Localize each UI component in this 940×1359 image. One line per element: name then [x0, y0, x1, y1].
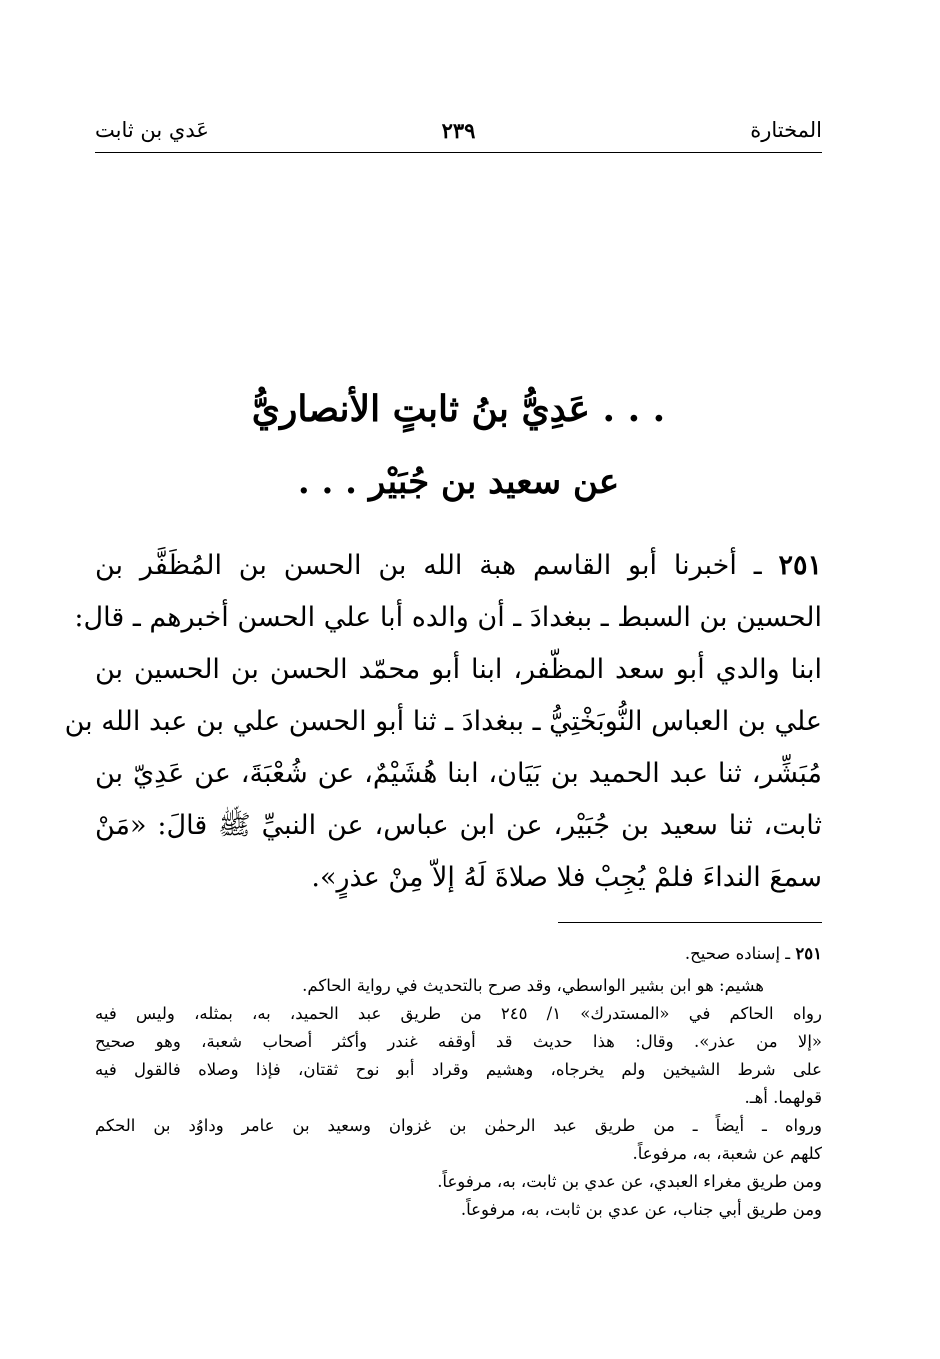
- hadith-line: ثابت، ثنا سعيد بن جُبَيْر، عن ابن عباس، عن النبيِّ ﷺ قالَ: «مَنْ: [95, 810, 822, 841]
- chapter-title: . . . عَدِيُّ بنُ ثابتٍ الأنصاريُّ: [251, 388, 666, 430]
- footnote-line: كلهم عن شعبة، به، مرفوعاً.: [632, 1144, 822, 1163]
- hadith-line: علي بن العباس النُّوبَخْتِيُّ ـ ببغدادَ ـ ثنا أبو الحسن علي بن عبد الله بن: [64, 706, 822, 737]
- footnote-line: ومن طريق أبي جناب، عن عدي بن ثابت، به، مرفوعاً.: [460, 1200, 822, 1219]
- hadith-line: [95, 540, 822, 592]
- chapter-subtitle: عن سعيد بن جُبَيْر . . .: [297, 462, 620, 502]
- hadith-line-text: ـ أخبرنا أبو القاسم هبة الله بن الحسن بن المُظَفَّر بن: [95, 550, 762, 581]
- hadith-line: مُبَشِّر، ثنا عبد الحميد بن بَيَان، ابنا هُشَيْمٌ، عن شُعْبَةَ، عن عَدِيّ بن: [95, 758, 822, 789]
- hadith-line: الحسين بن السبط ـ ببغدادَ ـ أن والده أبا علي الحسن أخبرهم ـ قال:: [74, 602, 822, 633]
- footnote-line-text: ـ إسناده صحيح.: [684, 944, 791, 963]
- footnote-number: ٢٥١: [795, 944, 822, 963]
- page-number: ٢٣٩: [441, 118, 476, 143]
- footnote-line: على شرط الشيخين ولم يخرجاه، وهشيم وقراد أبو نوح ثقتان، فإذا وصلاه فالقول فيه: [95, 1060, 822, 1079]
- footnote-line: رواه الحاكم في «المستدرك» ١/ ٢٤٥ من طريق عبد الحميد، به، بمثله، وليس فيه: [95, 1004, 822, 1023]
- header-book-title: المختارة: [750, 118, 822, 142]
- footnote-line: قولهما. أهـ.: [744, 1088, 822, 1107]
- footnote-line: ورواه ـ أيضاً ـ من طريق عبد الرحمٰن بن غزوان وسعيد بن عامر وداوُد بن الحكم: [95, 1116, 822, 1135]
- footnotes: [95, 940, 822, 1224]
- hadith-text: [64, 540, 822, 904]
- footnote-rule: [558, 922, 822, 923]
- footnote-line: [95, 940, 822, 968]
- hadith-line: ابنا والدي أبو سعد المظّفر، ابنا أبو محمّد الحسن بن الحسين بن: [95, 654, 822, 685]
- footnote-line: «إلا من عذر». وقال: هذا حديث قد أوقفه غندر وأكثر أصحاب شعبة، وهو صحيح: [95, 1032, 822, 1051]
- header-chapter-name: عَدي بن ثابت: [95, 118, 209, 142]
- footnote-line: هشيم: هو ابن بشير الواسطي، وقد صرح بالتحديث في رواية الحاكم.: [302, 976, 764, 995]
- hadith-number: ٢٥١: [778, 550, 822, 581]
- header-rule: [95, 152, 822, 153]
- running-header: [95, 118, 822, 152]
- hadith-line: سمعَ النداءَ فلمْ يُجِبْ فلا صلاةَ لَهُ إلاّ مِنْ عذرٍ».: [311, 862, 822, 893]
- footnote-line: ومن طريق مغراء العبدي، عن عدي بن ثابت، به، مرفوعاً.: [437, 1172, 822, 1191]
